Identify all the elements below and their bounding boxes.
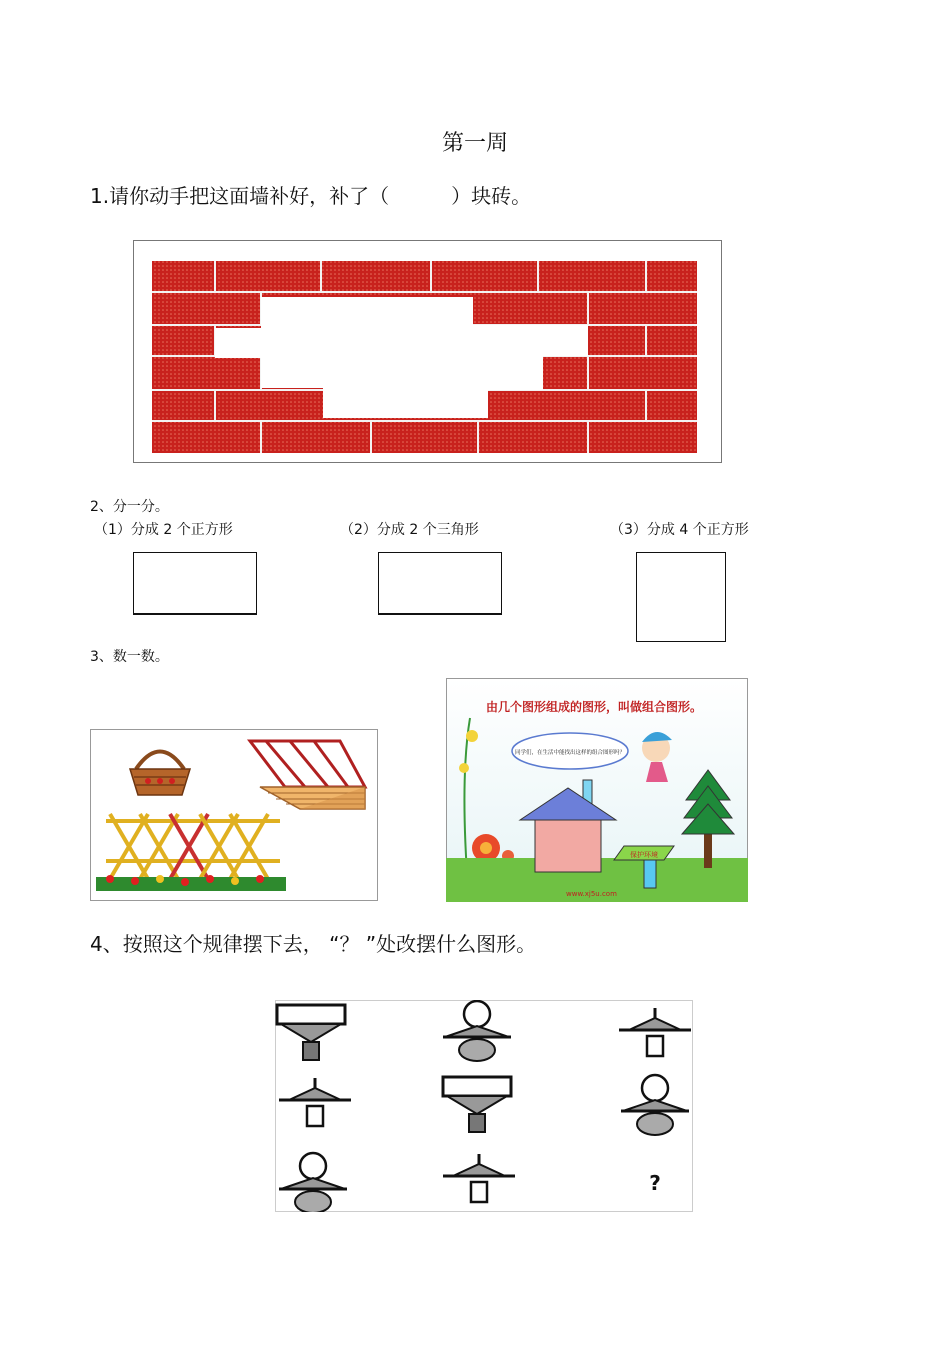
question-1 bbox=[90, 180, 531, 209]
question-2-heading: 2、分一分。 bbox=[90, 499, 169, 515]
brick-wall-figure bbox=[133, 240, 723, 464]
watermark: www.xj5u.com bbox=[566, 890, 617, 898]
rectangle-shape-1[interactable] bbox=[133, 552, 257, 615]
q2-item-2-label: （2）分成 2 个三角形 bbox=[340, 522, 479, 538]
slide-title: 由几个图形组成的图形，叫做组合图形。 bbox=[486, 700, 703, 714]
sign-text: 保护环境 bbox=[630, 851, 658, 859]
composite-shapes-slide bbox=[446, 678, 748, 902]
square-shape[interactable] bbox=[636, 552, 726, 642]
rectangle-shape-2[interactable] bbox=[378, 552, 502, 615]
q2-item-1-label: （1）分成 2 个正方形 bbox=[94, 522, 233, 538]
bubble-text: 同学们，在生活中能找出这样的组合图形吗？ bbox=[514, 750, 626, 756]
flower-icon bbox=[96, 875, 286, 891]
question-4: 4、按照这个规律摆下去， “？ ”处改摆什么图形。 bbox=[90, 932, 537, 956]
question-3-heading: 3、数一数。 bbox=[90, 649, 169, 665]
pattern-grid bbox=[275, 1000, 693, 1212]
speech-bubble bbox=[512, 733, 628, 769]
question-1-prefix: 1.请你动手把这面墙补好，补了（ bbox=[90, 184, 390, 208]
q2-item-3-label: （3）分成 4 个正方形 bbox=[610, 522, 749, 538]
objects-picture bbox=[90, 729, 378, 901]
page-title: 第一周 bbox=[441, 131, 508, 156]
question-1-suffix: ）块砖。 bbox=[451, 184, 532, 208]
question-mark[interactable]: ? bbox=[649, 1171, 661, 1195]
